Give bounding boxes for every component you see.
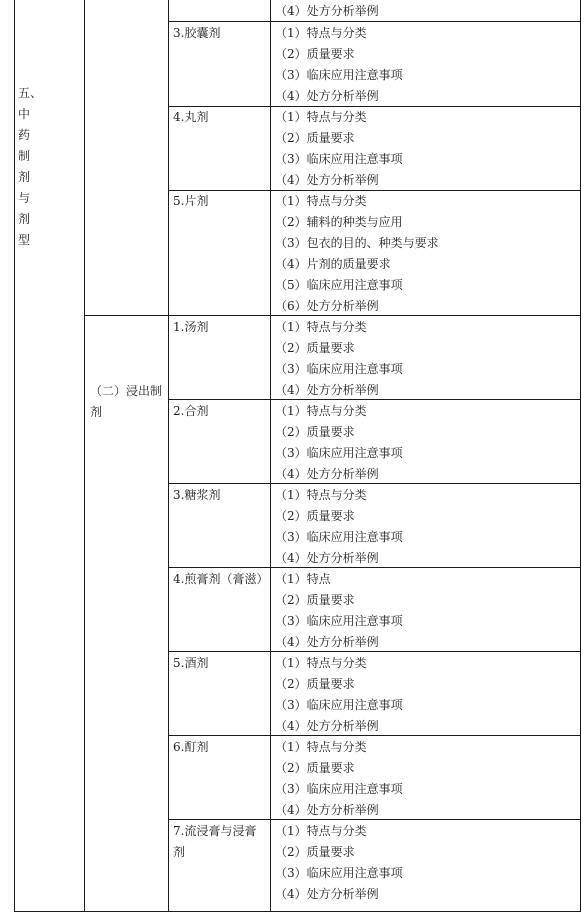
dosage-form-name: 7.流浸膏与浸膏	[173, 824, 257, 838]
point-item: （2）质量要求	[275, 677, 355, 691]
point-item: （1）特点与分类	[275, 656, 367, 670]
point-item: （1）特点与分类	[275, 26, 367, 40]
dosage-form-name: 4.丸剂	[173, 110, 209, 124]
section-title-char: 剂	[18, 212, 31, 226]
row-divider	[168, 651, 581, 652]
point-item: （2）质量要求	[275, 131, 355, 145]
row-divider	[168, 106, 581, 107]
point-item: （4）处方分析举例	[275, 887, 379, 901]
section-title-char: 药	[18, 128, 31, 142]
group-title: 剂	[90, 405, 103, 419]
point-item: （4）处方分析举例	[275, 803, 379, 817]
section-title-char: 中	[18, 107, 31, 121]
point-item: （4）处方分析举例	[275, 551, 379, 565]
point-item: （3）临床应用注意事项	[275, 614, 403, 628]
point-item: （1）特点与分类	[275, 110, 367, 124]
point-item: （4）处方分析举例	[275, 383, 379, 397]
point-item: （2）质量要求	[275, 593, 355, 607]
dosage-form-name: 3.胶囊剂	[173, 26, 221, 40]
table-border-right	[580, 0, 581, 912]
point-item: （2）质量要求	[275, 845, 355, 859]
point-item: （1）特点与分类	[275, 740, 367, 754]
dosage-form-name: 6.酊剂	[173, 740, 209, 754]
point-item: （2）质量要求	[275, 509, 355, 523]
point-item: （3）临床应用注意事项	[275, 866, 403, 880]
point-item: （4）处方分析举例	[275, 719, 379, 733]
group-title: （二）浸出制	[90, 384, 163, 398]
point-item: （4）处方分析举例	[275, 89, 379, 103]
point-item: （3）临床应用注意事项	[275, 530, 403, 544]
point-item: （4）片剂的质量要求	[275, 257, 391, 271]
section-title-char: 制	[18, 149, 31, 163]
row-divider	[168, 190, 581, 191]
point-item: （3）临床应用注意事项	[275, 446, 403, 460]
table-border-left	[14, 0, 15, 912]
dosage-form-name: 剂	[173, 845, 186, 859]
point-item: （2）质量要求	[275, 341, 355, 355]
column-divider-3	[270, 0, 271, 912]
point-item: （2）质量要求	[275, 425, 355, 439]
point-item: （4）处方分析举例	[275, 4, 379, 18]
table-border-bottom	[14, 911, 581, 912]
section-title-char: 型	[18, 233, 31, 247]
point-item: （3）临床应用注意事项	[275, 68, 403, 82]
section-title-char: 与	[18, 191, 31, 205]
point-item: （2）质量要求	[275, 761, 355, 775]
point-item: （4）处方分析举例	[275, 467, 379, 481]
dosage-form-name: 5.酒剂	[173, 656, 209, 670]
point-item: （5）临床应用注意事项	[275, 278, 403, 292]
row-divider	[168, 819, 581, 820]
point-item: （1）特点与分类	[275, 194, 367, 208]
dosage-form-name: 4.煎膏剂（膏滋）	[173, 572, 269, 586]
point-item: （3）临床应用注意事项	[275, 782, 403, 796]
dosage-form-name: 2.合剂	[173, 404, 209, 418]
section-title-char: 剂	[18, 170, 31, 184]
point-item: （3）临床应用注意事项	[275, 362, 403, 376]
point-item: （3）包衣的目的、种类与要求	[275, 236, 439, 250]
point-item: （3）临床应用注意事项	[275, 152, 403, 166]
point-item: （4）处方分析举例	[275, 635, 379, 649]
dosage-form-name: 3.糖浆剂	[173, 488, 221, 502]
point-item: （1）特点与分类	[275, 824, 367, 838]
point-item: （6）处方分析举例	[275, 299, 379, 313]
point-item: （1）特点与分类	[275, 488, 367, 502]
row-divider	[168, 483, 581, 484]
dosage-form-name: 1.汤剂	[173, 320, 209, 334]
row-divider	[168, 399, 581, 400]
group-divider	[84, 315, 581, 316]
row-divider	[168, 21, 581, 22]
point-item: （4）处方分析举例	[275, 173, 379, 187]
row-divider	[168, 567, 581, 568]
point-item: （2）辅料的种类与应用	[275, 215, 403, 229]
point-item: （3）临床应用注意事项	[275, 698, 403, 712]
point-item: （1）特点与分类	[275, 404, 367, 418]
point-item: （1）特点	[275, 572, 331, 586]
row-divider	[168, 735, 581, 736]
column-divider-1	[84, 0, 85, 912]
point-item: （1）特点与分类	[275, 320, 367, 334]
column-divider-2	[168, 0, 169, 912]
point-item: （2）质量要求	[275, 47, 355, 61]
section-title-char: 五、	[18, 86, 43, 100]
dosage-form-name: 5.片剂	[173, 194, 209, 208]
